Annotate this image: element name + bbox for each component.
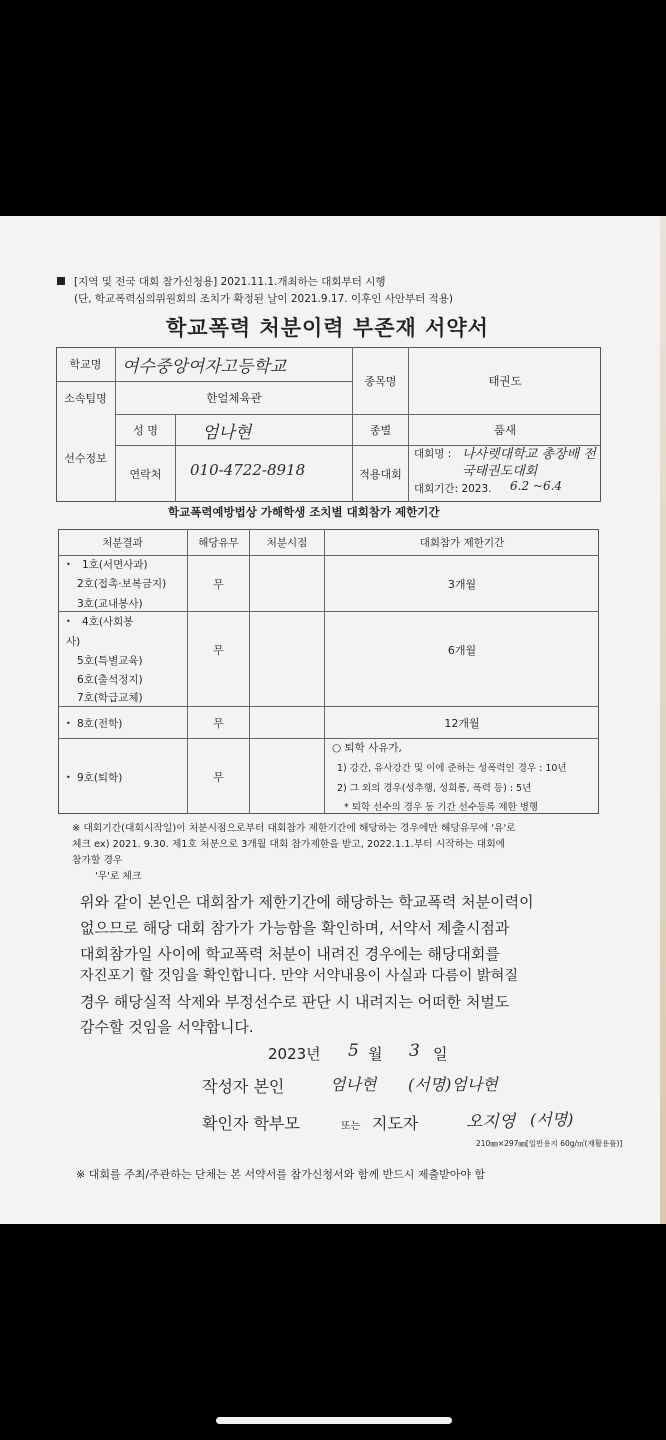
row4-line1: 9호(퇴학) (77, 772, 123, 784)
row1-line1: 1호(서면사과) (82, 559, 148, 571)
home-indicator[interactable] (216, 1417, 452, 1424)
row3-bullet: • (66, 719, 71, 728)
event-label: 종목명 (364, 374, 397, 388)
contact-label: 연락처 (129, 467, 162, 481)
row1-bullet: • (66, 560, 71, 569)
row3-limit: 12개월 (444, 716, 480, 730)
restriction-table-title: 학교폭력예방법상 가해학생 조치별 대회참가 제한기간 (168, 505, 440, 519)
contact-value: 010-4722-8918 (190, 461, 306, 479)
bottom-note: ※ 대회를 주최/주관하는 단체는 본 서약서를 참가신청서와 함께 반드시 제출받아야 함 (76, 1168, 486, 1181)
meet-period-label: 대회기간: 2023. (414, 483, 492, 495)
category-label: 종별 (369, 423, 392, 437)
event-value: 태권도 (488, 373, 522, 388)
row4-bullet: • (66, 773, 71, 782)
row4-limit-line2: 1) 강간, 유사강간 및 이에 준하는 성폭력인 경우 : 10년 (337, 763, 567, 774)
row1-has: 무 (213, 577, 224, 591)
name-label: 성 명 (133, 423, 158, 437)
row3-has: 무 (213, 716, 224, 730)
row2-line1: 4호(사회봉 (82, 616, 134, 628)
footnote-line-3: 참가할 경우 (72, 855, 123, 866)
date-day-value: 3 (409, 1041, 420, 1061)
row1-limit: 3개월 (447, 577, 477, 591)
row2-line2: 사) (66, 636, 81, 648)
row4-limit-line4: * 퇴학 선수의 경우 동 기간 선수등록 제한 병행 (344, 802, 539, 813)
team-label: 소속팀명 (64, 391, 107, 405)
pledge-line-3: 대회참가일 사이에 학교폭력 처분이 내려진 경우에는 해당대회를 (80, 945, 500, 963)
player-label: 선수정보 (64, 452, 107, 465)
row2-line4: 6호(출석정지) (77, 674, 143, 686)
meet-name-label: 대회명 : (414, 448, 452, 460)
row2-bullet: • (66, 617, 71, 626)
row1-line3: 3호(교내봉사) (77, 598, 143, 610)
header-applicable: 해당유무 (198, 536, 239, 549)
notice-bullet (57, 277, 65, 285)
date-day: 일 (433, 1045, 448, 1063)
header-limit: 대회참가 제한기간 (419, 536, 505, 549)
category-value: 품새 (493, 422, 517, 437)
apply-label: 적용대회 (359, 467, 402, 481)
date-month-value: 5 (348, 1041, 359, 1061)
pledge-line-2: 없으므로 해당 대회 참가가 가능함을 확인하며, 서약서 제출시점과 (80, 919, 510, 937)
row4-limit-line1: ○ 퇴학 사유가, (332, 742, 402, 754)
school-label: 학교명 (69, 358, 102, 371)
meet-period-value: 6.2 ~6.4 (510, 479, 563, 493)
confirm-role: 지도자 (372, 1114, 419, 1133)
row4-limit-line3: 2) 그 외의 경우(성추행, 성희롱, 폭력 등) : 5년 (337, 783, 532, 794)
paper-spec: 210㎜×297㎜[일반용지 60g/㎡(재활용품)] (476, 1139, 623, 1148)
row2-line3: 5호(특별교육) (77, 655, 143, 667)
or-label: 또는 (341, 1121, 361, 1132)
footnote-line-2: 체크 ex) 2021. 9.30. 제1호 처분으로 3개월 대회 참가제한을 받고, 2022.1.1.부터 시작하는 대회에 (72, 839, 506, 850)
header-time: 처분시점 (266, 536, 308, 549)
writer-name: 엄나현 (330, 1075, 377, 1094)
footnote-line-1: ※ 대회기간(대회시작일)이 처분시점으로부터 대회참가 제한기간에 해당하는 경우에만 해당유무에 '유'로 (72, 823, 516, 834)
pledge-line-6: 감수할 것임을 서약합니다. (80, 1018, 254, 1036)
school-value: 여수중앙여자고등학교 (122, 357, 287, 377)
pledge-line-1: 위와 같이 본인은 대회참가 제한기간에 해당하는 학교폭력 처분이력이 (80, 893, 534, 911)
writer-label: 작성자 본인 (202, 1077, 285, 1096)
pledge-line-4: 자진포기 할 것임을 확인합니다. 만약 서약내용이 사실과 다름이 밝혀질 (80, 968, 519, 984)
row2-line5: 7호(학급교체) (77, 692, 143, 704)
row3-line1: 8호(전학) (77, 718, 123, 730)
confirm-sign: (서명) (530, 1110, 574, 1129)
row1-line2: 2호(접촉·보복금지) (77, 578, 167, 590)
date-year: 2023년 (268, 1045, 321, 1063)
header-result: 처분결과 (102, 536, 143, 549)
pledge-line-5: 경우 해당실적 삭제와 부정선수로 판단 시 내려지는 어떠한 처벌도 (80, 993, 510, 1011)
meet-name-value: 나사렛대학교 총장배 전국태권도대회 (462, 447, 596, 479)
writer-sign: (서명)엄나현 (408, 1075, 498, 1094)
team-value: 한얼체육관 (206, 390, 262, 405)
row2-limit: 6개월 (447, 644, 477, 657)
notice-line-2: (단, 학교폭력심의위원회의 조치가 확정된 날이 2021.9.17. 이후인 사안부터 적용) (74, 293, 454, 305)
date-month: 월 (368, 1045, 383, 1063)
footnote-line-4: '무'로 체크 (95, 871, 142, 882)
row4-has: 무 (213, 770, 224, 784)
name-value: 엄나현 (202, 423, 252, 443)
confirm-label: 확인자 학부모 (202, 1114, 300, 1133)
page-edge (660, 216, 666, 1224)
confirm-name: 오지영 (466, 1112, 516, 1132)
document-title: 학교폭력 처분이력 부존재 서약서 (166, 316, 489, 340)
notice-line-1: [지역 및 전국 대회 참가신청용] 2021.11.1.개최하는 대회부터 시행 (74, 276, 386, 288)
row2-has: 무 (213, 644, 224, 657)
